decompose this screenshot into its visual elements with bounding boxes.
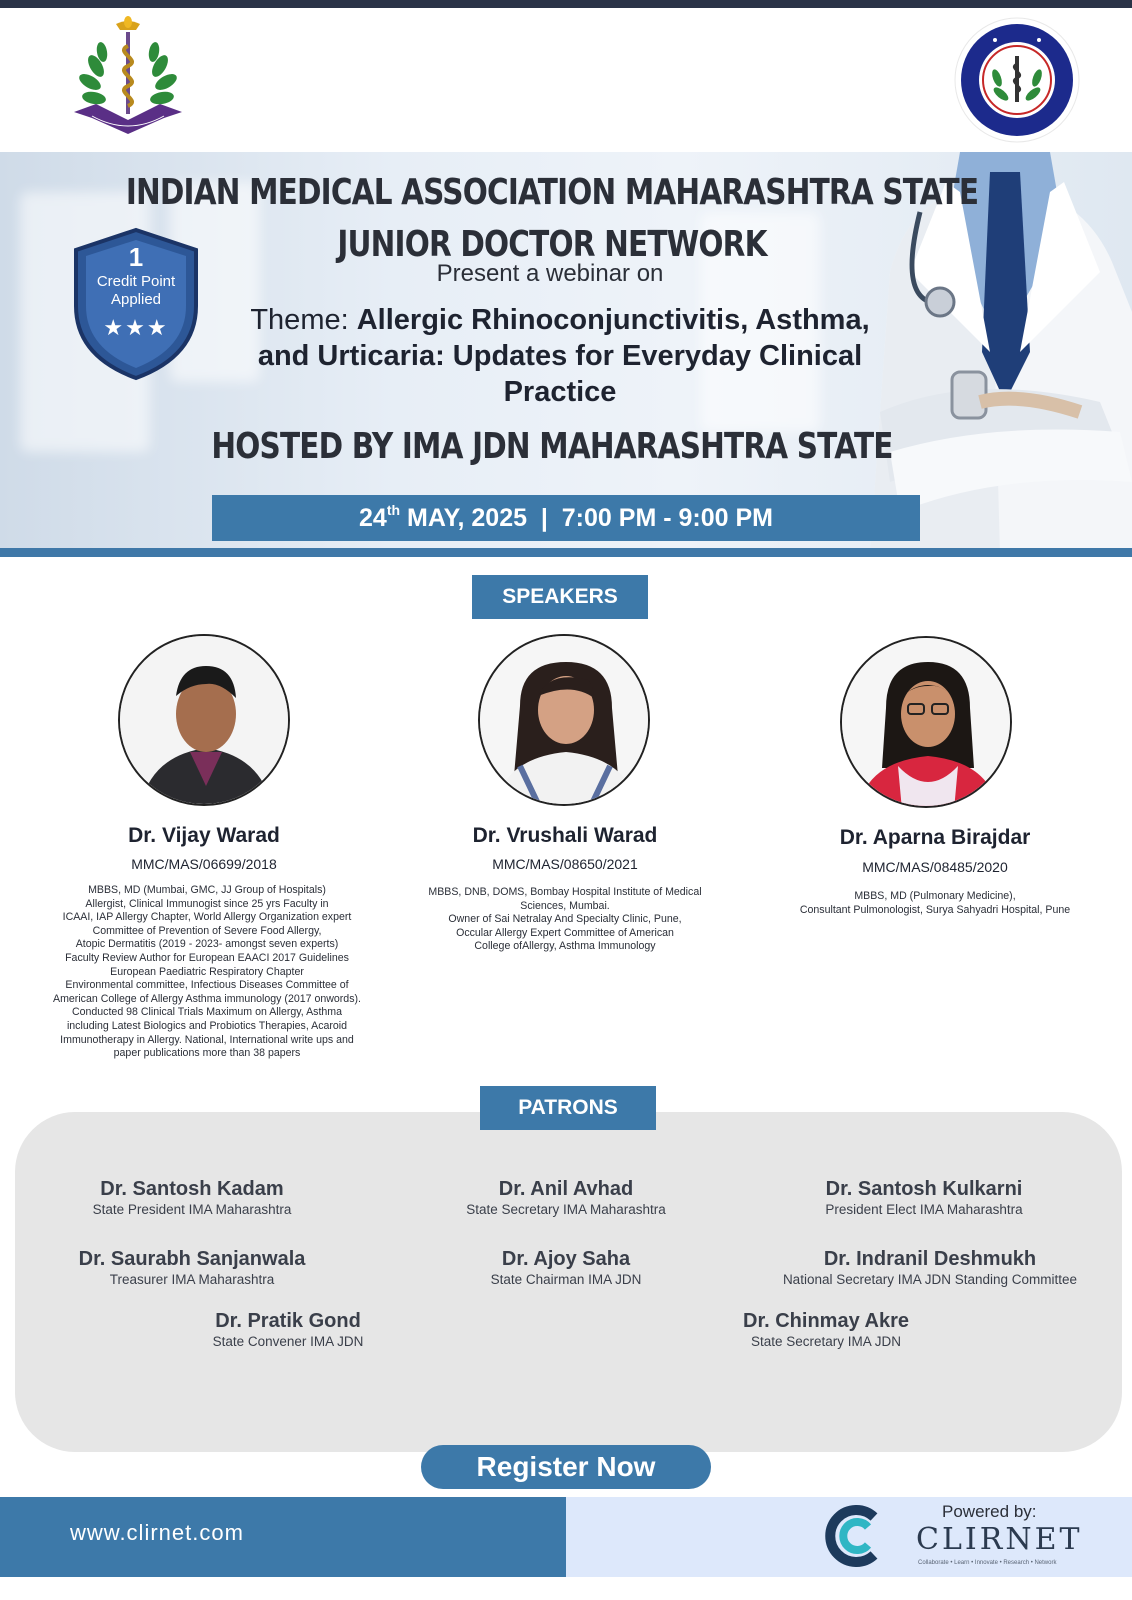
bio-line: Sciences, Mumbai. bbox=[520, 899, 610, 912]
patron-role: National Secretary IMA JDN Standing Committee bbox=[782, 1272, 1078, 1287]
credit-badge bbox=[70, 242, 202, 341]
patron-name: Dr. Saurabh Sanjanwala bbox=[78, 1248, 306, 1270]
speaker-bio bbox=[22, 884, 392, 1061]
patron-item bbox=[782, 1178, 1066, 1217]
patron-name: Dr. Pratik Gond bbox=[215, 1310, 361, 1332]
bio-line: College ofAllergy, Asthma Immunology bbox=[474, 940, 656, 953]
date-time-bar bbox=[212, 495, 920, 541]
bio-line: including Latest Biologics and Probiotics Therapies, Acaroid bbox=[66, 1019, 348, 1032]
patron-role: President Elect IMA Maharashtra bbox=[825, 1202, 1023, 1217]
register-now-button[interactable]: Register Now bbox=[421, 1445, 711, 1489]
date-rest: MAY, 2025 | 7:00 PM - 9:00 PM bbox=[400, 504, 773, 532]
speaker-bio bbox=[398, 886, 732, 954]
speaker-name: Dr. Vijay Warad bbox=[128, 824, 280, 847]
bio-line: Committee of Prevention of Severe Food Allergy, bbox=[92, 924, 322, 937]
patron-role: State President IMA Maharashtra bbox=[92, 1202, 292, 1217]
bio-line: Consultant Pulmonologist, Surya Sahyadri Hospital, Pune bbox=[799, 903, 1071, 916]
bio-line: Conducted 98 Clinical Trials Maximum on Allergy, Asthma bbox=[71, 1006, 343, 1019]
patron-name: Dr. Indranil Deshmukh bbox=[823, 1248, 1037, 1270]
patron-name: Dr. Santosh Kadam bbox=[100, 1178, 284, 1200]
patron-item bbox=[750, 1248, 1110, 1287]
patron-role: State Secretary IMA Maharashtra bbox=[466, 1202, 666, 1217]
date-suffix: th bbox=[386, 502, 401, 518]
bio-line: Faculty Review Author for European EAACI 2017 Guidelines bbox=[65, 951, 349, 964]
credit-number: 1 bbox=[128, 242, 144, 272]
patron-role: State Convener IMA JDN bbox=[212, 1334, 364, 1349]
patron-item bbox=[52, 1248, 332, 1287]
bio-line: Allergist, Clinical Immunogist since 25 yrs Faculty in bbox=[85, 897, 329, 910]
patron-name: Dr. Ajoy Saha bbox=[501, 1248, 631, 1270]
bio-line: Atopic Dermatitis (2019 - 2023- amongst seven experts) bbox=[75, 938, 339, 951]
bio-line: ICAAI, IAP Allergy Chapter, World Allergy Organization expert bbox=[62, 911, 352, 924]
org-title: INDIAN MEDICAL ASSOCIATION MAHARASHTRA STATE bbox=[125, 172, 979, 213]
clirnet-logo-icon bbox=[824, 1505, 886, 1567]
theme-label: Theme: bbox=[250, 304, 357, 336]
theme-text: Allergic Rhinoconjunctivitis, Asthma, and Urticaria: Updates for Everyday Clinical Practice bbox=[257, 304, 870, 408]
ima-jdn-logo bbox=[953, 16, 1081, 144]
clirnet-brand: CLIRNET bbox=[916, 1522, 1083, 1557]
patron-name: Dr. Chinmay Akre bbox=[743, 1310, 909, 1332]
webinar-theme bbox=[240, 302, 880, 410]
clirnet-tagline: Collaborate • Learn • Innovate • Research • Network bbox=[918, 1560, 1057, 1566]
hosted-by: HOSTED BY IMA JDN MAHARASHTRA STATE bbox=[211, 426, 893, 467]
bio-line: Immunotherapy in Allergy. National, International write ups and bbox=[60, 1033, 354, 1046]
star-icon: ★★★ bbox=[103, 315, 169, 340]
bio-line: Environmental committee, Infectious Diseases Committee of bbox=[65, 979, 349, 992]
speaker-name: Dr. Aparna Birajdar bbox=[839, 826, 1031, 849]
powered-by: Powered by: bbox=[942, 1502, 1037, 1521]
patron-role: State Secretary IMA JDN bbox=[750, 1334, 902, 1349]
speaker-bio bbox=[758, 890, 1112, 917]
network-title: JUNIOR DOCTOR NETWORK bbox=[337, 224, 767, 265]
website-link[interactable]: www.clirnet.com bbox=[70, 1520, 244, 1545]
patron-item bbox=[706, 1310, 946, 1349]
patron-item bbox=[424, 1248, 708, 1287]
bio-line: MBBS, DNB, DOMS, Bombay Hospital Institute of Medical bbox=[428, 886, 702, 898]
hero-banner bbox=[0, 152, 1132, 554]
ima-maharashtra-logo bbox=[66, 16, 190, 140]
date-day: 24 bbox=[359, 504, 387, 532]
patron-role: Treasurer IMA Maharashtra bbox=[109, 1272, 275, 1287]
bio-line: Owner of Sai Netralay And Specialty Clinic, Pune, bbox=[448, 913, 682, 926]
bio-line: MBBS, MD (Pulmonary Medicine), bbox=[854, 890, 1016, 902]
bio-line: MBBS, MD (Mumbai, GMC, JJ Group of Hospitals) bbox=[88, 884, 326, 896]
credit-line2: Applied bbox=[110, 291, 162, 308]
bio-line: American College of Allergy Asthma immunology (2017 onwords). bbox=[53, 992, 361, 1005]
bio-line: European Paediatric Respiratory Chapter bbox=[110, 965, 304, 978]
present-text: Present a webinar on bbox=[436, 260, 664, 287]
speaker-reg: MMC/MAS/08650/2021 bbox=[492, 856, 638, 872]
bio-line: Occular Allergy Expert Committee of American bbox=[456, 926, 674, 939]
patron-name: Dr. Anil Avhad bbox=[498, 1178, 634, 1200]
credit-line1: Credit Point bbox=[96, 273, 176, 290]
speaker-name: Dr. Vrushali Warad bbox=[472, 824, 658, 847]
bio-line: paper publications more than 38 papers bbox=[113, 1047, 301, 1060]
speaker-reg: MMC/MAS/06699/2018 bbox=[131, 856, 277, 872]
patron-role: State Chairman IMA JDN bbox=[490, 1272, 642, 1287]
speaker-reg: MMC/MAS/08485/2020 bbox=[862, 859, 1008, 875]
speaker-photo-vrushali bbox=[478, 634, 650, 806]
speaker-photo-aparna bbox=[840, 636, 1012, 808]
patrons-heading: PATRONS bbox=[480, 1086, 656, 1130]
patron-item bbox=[52, 1178, 332, 1217]
patron-name: Dr. Santosh Kulkarni bbox=[825, 1178, 1023, 1200]
hero-divider bbox=[0, 548, 1132, 557]
patron-item bbox=[424, 1178, 708, 1217]
top-border bbox=[0, 0, 1132, 8]
speakers-heading: SPEAKERS bbox=[472, 575, 648, 619]
speaker-photo-vijay bbox=[118, 634, 290, 806]
patron-item bbox=[168, 1310, 408, 1349]
